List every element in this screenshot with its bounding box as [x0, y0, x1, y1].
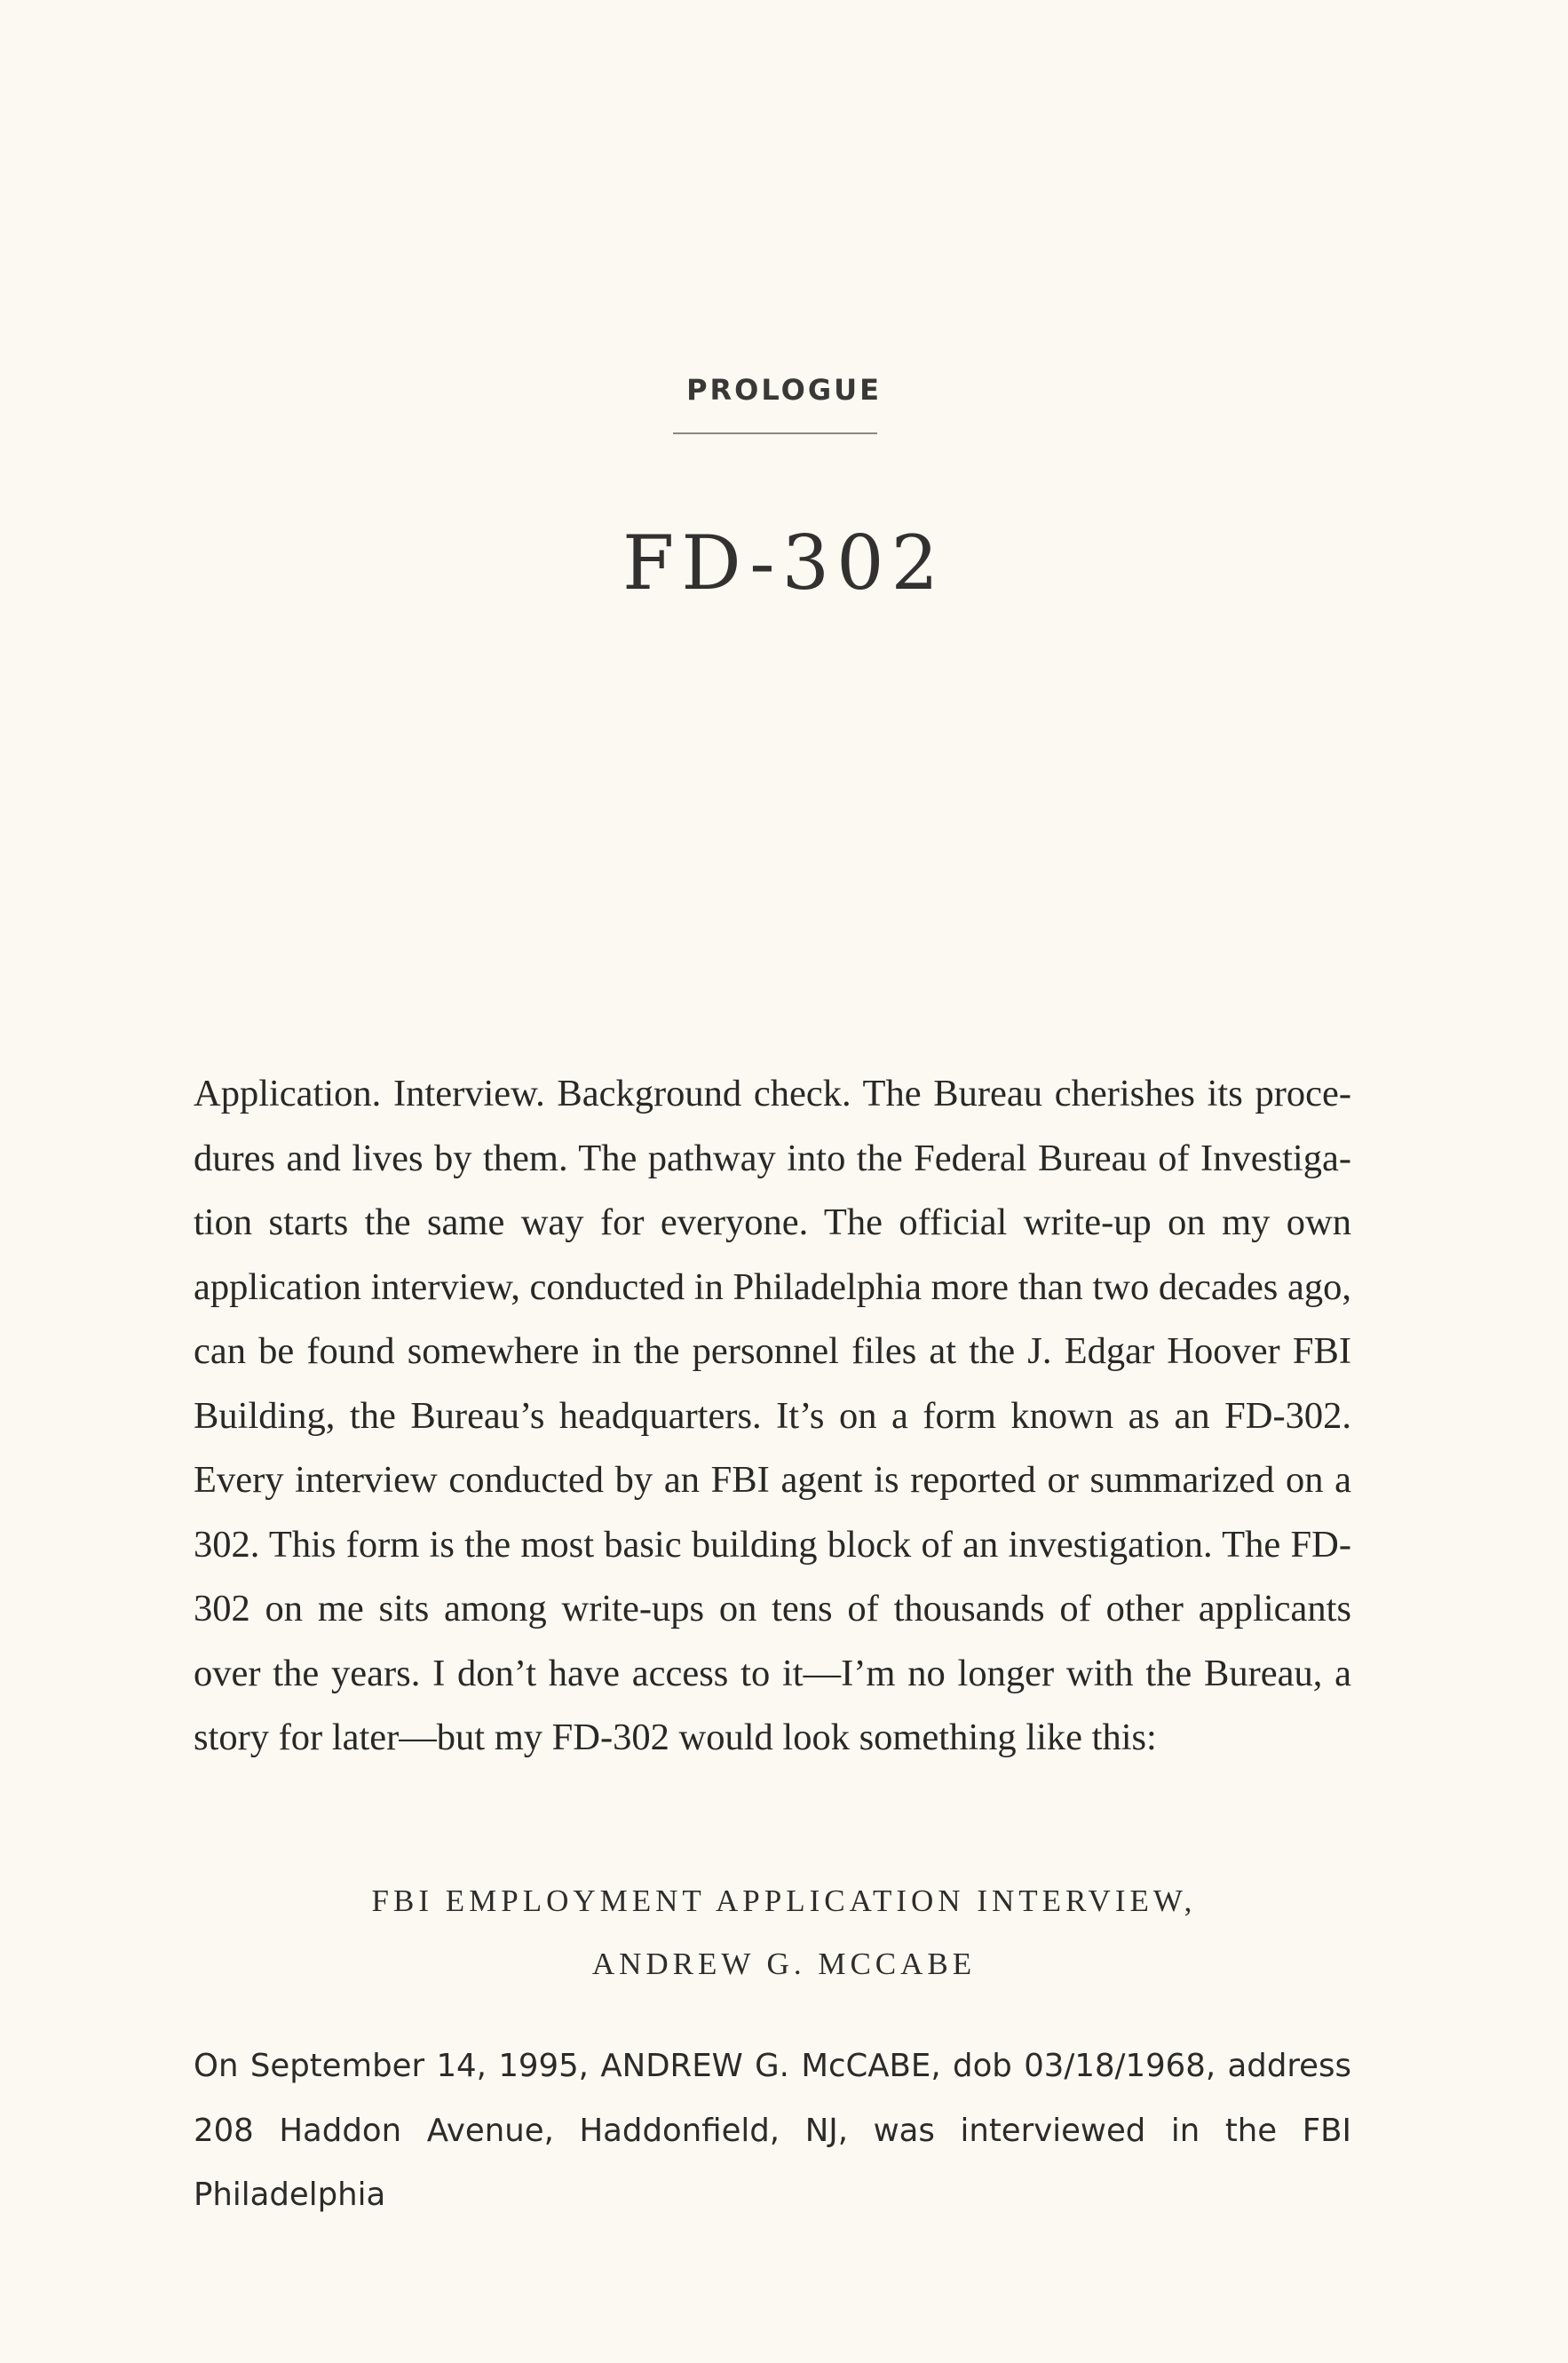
body-paragraph: Application. Interview. Background check. The Bureau cherishes its procedures and lives by them. The pathway into the Federal Bureau of Investigation starts the same way for everyone. The official write-up on my own application interview, conducted in Philadelphia more than two decades ago, can be found somewhere in the personnel files at the J. Edgar Hoover FBI Building, the Bureau’s headquarters. It’s on a form known as an FD-302. Every interview conducted by an FBI agent is reported or summarized on a 302. This form is the most basic building block of an investigation. The FD-302 on me sits among write-ups on tens of thousands of other applicants over the years. I don’t have access to it—I’m no longer with the Bureau, a story for later—but my FD-302 would look something like this: [194, 1073, 1351, 1758]
eyebrow-divider [673, 432, 877, 434]
form-heading-line-2: ANDREW G. MCCABE [591, 1947, 977, 1981]
chapter-title: FD-302 [622, 519, 946, 607]
form-heading-line-1: FBI EMPLOYMENT APPLICATION INTERVIEW, [371, 1883, 1197, 1918]
chapter-eyebrow: PROLOGUE [686, 373, 882, 407]
form-paragraph: On September 14, 1995, ANDREW G. McCABE, dob 03/18/1968, address 208 Haddon Avenue, Haddonfield, NJ, was interviewed in the FBI Philadelphia [194, 2048, 1351, 2213]
